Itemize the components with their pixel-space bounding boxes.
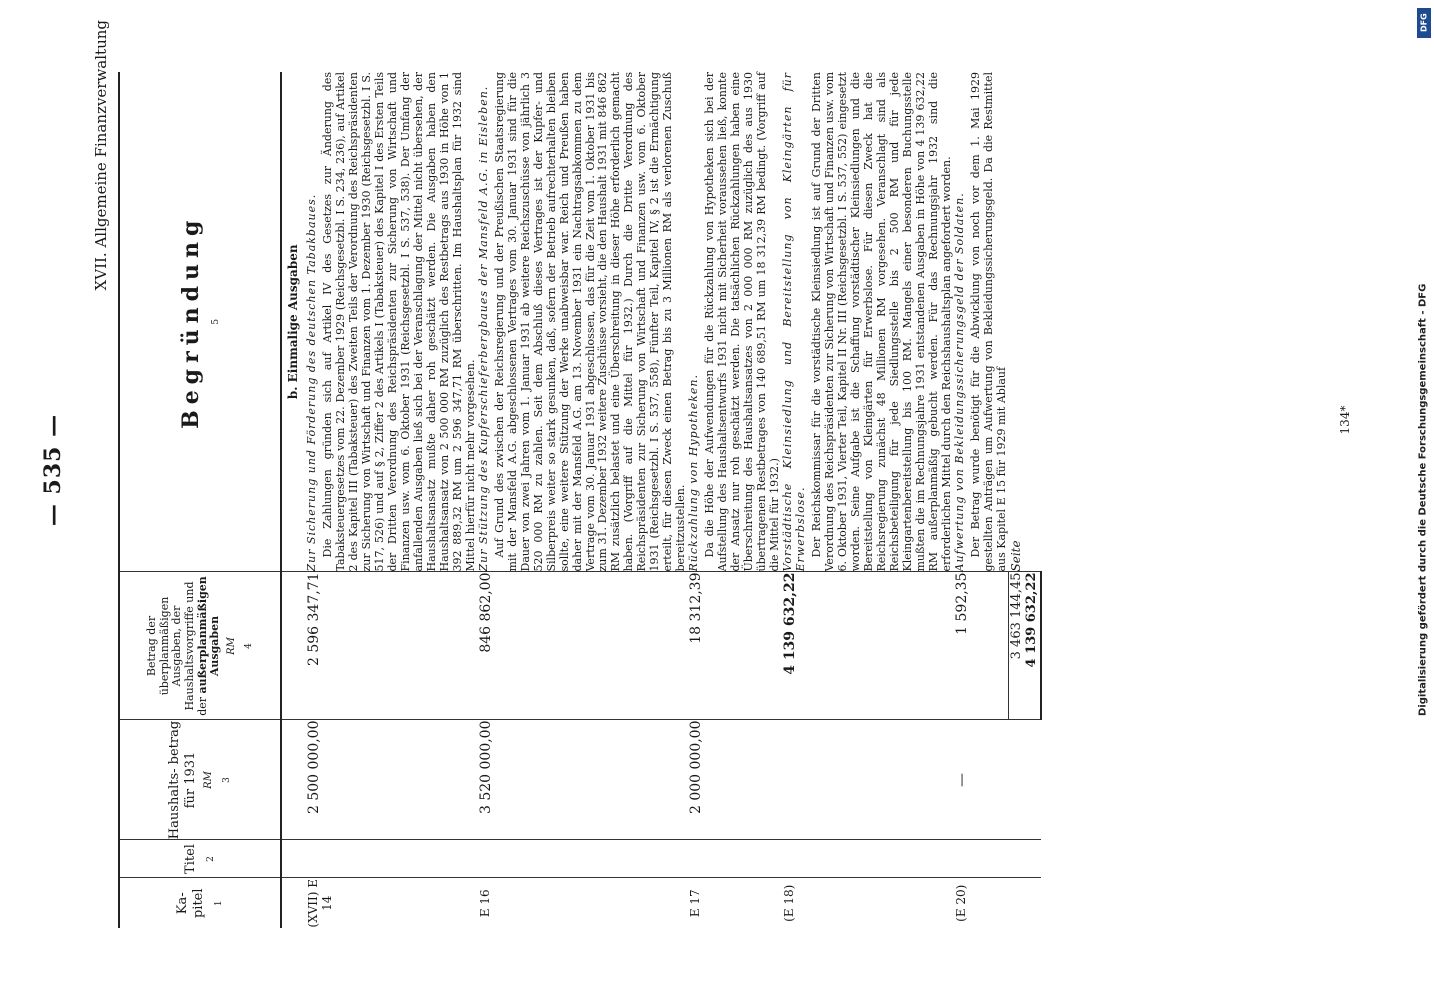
kapitel-cell: E 16	[477, 889, 492, 918]
betrag-cell: 2 596 347,71	[306, 572, 478, 720]
haushalt-cell: 2 000 000,00	[688, 720, 782, 840]
header-betrag: Betrag der überplanmäßigen Ausgaben, der Haushaltsvorgriffe und der außerplanmäßigen Ausgaben RM 4	[119, 572, 281, 720]
row-text: Der Reichskommissar für die vorstädtische Kleinsiedlung ist auf Grund der Dritten Verordnung des Reichspräsidenten zur Sicherung von Wirtschaft und Finanzen usw. vom 6. Oktober 1931, Vierter Teil, Kapitel II Nr. III (Reichsgesetzbl. I S. 537, 552) eingesetzt worden. Seine Aufgabe ist die Schaffung vorstädtischer Kleinsiedlungen und die Bereitstellung von Kleingärten für Erwerbslose. Für diesen Zweck hat die Reichsregierung zunächst 48 Millionen RM vorgesehen. Veranschlagt sind als Reichsbeteiligung für jede Siedlungsstelle bis 2 500 RM und für jede Kleingartenbereitstellung bis 100 RM. Mangels einer besonderen Buchungsstelle mußten die im Rechnungsjahre 1931 entstandenen Ausgaben in Höhe von 4 139 632,22 RM außerplanmäßig gebucht werden. Für das Rechnungsjahr 1932 sind die erforderlichen Mittel durch den Reichshaushaltsplan angefordert worden.	[809, 72, 953, 572]
kapitel-cell: (E 20)	[953, 884, 968, 922]
header-titel: Titel 2	[119, 840, 281, 878]
page-number: — 535 —	[40, 413, 66, 527]
row-heading: Rückzahlung von Hypotheken.	[687, 373, 701, 572]
begruendung-cell	[954, 72, 1009, 572]
kapitel-cell: (E 18)	[782, 884, 797, 922]
row-heading: Aufwertung von Bekleidungssicherungsgeld der Soldaten.	[952, 192, 966, 572]
haushalt-cell: —	[954, 720, 1009, 840]
budget-table	[118, 72, 1042, 928]
header-haushaltsbetrag: Haushalts- betrag für 1931 RM 3	[119, 720, 281, 840]
haushalt-cell: 3 520 000,00	[478, 720, 689, 840]
table-header-row	[119, 72, 281, 928]
row-text: Der Betrag wurde benötigt für die Abwicklung von noch vor dem 1. Mai 1929 gestellten Anträgen um Aufwertung von Bekleidungssicherungsgeld. Da die Restmittel aus Kapitel E 15 für 1929 mit Ablauf	[968, 72, 1008, 572]
betrag-cell: 846 862,00	[478, 572, 689, 720]
begruendung-cell	[782, 72, 954, 572]
total-sum-2: 4 139 632,22	[1024, 572, 1040, 668]
betrag-cell: 18 312,39	[688, 572, 782, 720]
table-row	[688, 72, 782, 928]
totals-cell	[1009, 572, 1041, 720]
row-heading: Vorstädtische Kleinsiedlung und Bereitstellung von Kleingärten für Erwerbslose.	[781, 72, 807, 572]
seite-label: Seite	[1009, 72, 1041, 572]
row-text: Auf Grund des zwischen der Reichsregierung und der Preußischen Staatsregierung mit der Mansfeld A.G. abgeschlossenen Vertrages vom 30. Januar 1931 sind für die Dauer von zwei Jahren vom 1. Januar 1931 ab weitere Reichszuschüsse von jährlich 3 520 000 RM zu zahlen. Seit dem Abschluß dieses Vertrages ist der Kupfer- und Silberpreis weiter so stark gesunken, daß, sofern der Betrieb aufrechterhalten bleiben sollte, eine weitere Stützung der Werke unabweisbar war. Reich und Preußen haben daher mit der Mansfeld A.G. am 13. November 1931 ein Nachtragsabkommen zu dem Vertrage vom 30. Januar 1931 abgeschlossen, das für die Zeit vom 1. Oktober 1931 bis zum 31. Dezember 1932 weitere Zuschüsse vorsieht, die den Haushalt 1931 mit 846 862 RM zusätzlich belastet und eine Überschreitung in dieser Höhe erforderlich gemacht haben. (Vorgriff auf die Mittel für 1932.) Durch die Dritte Verordnung des Reichspräsidenten zur Sicherung von Wirtschaft und Finanzen usw. vom 6. Oktober 1931 (Reichsgesetzbl. I S. 537, 558), Fünfter Teil, Kapitel IV, § 2 ist die Ermächtigung erteilt, für diesen Zweck einen Betrag bis zu 3 Millionen RM als verlorenen Zuschuß bereitzustellen.	[492, 72, 688, 572]
kapitel-cell: E 17	[688, 889, 703, 918]
haushalt-cell: 2 500 000,00	[306, 720, 478, 840]
betrag-cell: 1 592,35	[954, 572, 1009, 720]
totals-row	[1009, 72, 1041, 928]
table-row	[782, 72, 954, 928]
row-text: Da die Höhe der Aufwendungen für die Rückzahlung von Hypotheken sich bei der Aufstellung des Haushaltsentwurfs 1931 nicht mit Sicherheit voraussehen ließ, konnte der Ansatz nur roh geschätzt werden. Die tatsächlichen Rückzahlungen haben eine Überschreitung des Haushaltsansatzes von 2 000 000 RM zuzüglich des aus 1930 übertragenen Restbetrages von 140 689,51 RM um 18 312,39 RM bedingt. (Vorgriff auf die Mittel für 1932.)	[703, 72, 782, 572]
row-heading: Zur Stützung des Kupferschieferbergbaues der Mansfeld A.G. in Eisleben.	[476, 85, 490, 572]
table-row	[954, 72, 1009, 928]
footer-page-number: 134*	[1338, 405, 1352, 435]
betrag-cell: 4 139 632,22	[782, 572, 954, 720]
section-title: b. Einmalige Ausgaben	[286, 244, 300, 400]
kapitel-cell: (XVII) E 14	[306, 878, 335, 928]
begruendung-cell	[306, 72, 478, 572]
table-row	[306, 72, 478, 928]
header-kapitel: Ka- pitel 1	[119, 878, 281, 928]
section-row	[281, 72, 306, 928]
table-row	[478, 72, 689, 928]
row-text: Die Zahlungen gründen sich auf Artikel IV des Gesetzes zur Änderung des Tabaksteuergesetzes vom 22. Dezember 1929 (Reichsgesetzbl. I S. 234, 236), auf Artikel 2 des Kapitel III (Tabaksteuer) des Zweiten Teils der Verordnung des Reichspräsidenten zur Sicherung von Wirtschaft und Finanzen vom 1. Dezember 1930 (Reichsgesetzbl. I S. 517, 526) und auf § 2, Ziffer 2 des Artikels I (Tabaksteuer) des Kapitel I des Ersten Teils der Dritten Verordnung des Reichspräsidenten zur Sicherung von Wirtschaft und Finanzen usw. vom 6. Oktober 1931 (Reichsgesetzbl. I S. 537, 538). Der Umfang der anfallenden Ausgaben ließ sich bei der Veranschlagung der Mittel nicht übersehen, der Haushaltsansatz mußte daher roh geschätzt werden. Die Ausgaben haben den Haushaltsansatz von 2 500 000 RM zuzüglich des Restbetrags aus 1930 in Höhe von 1 392 889,32 RM um 2 596 347,71 RM überschritten. Im Haushaltsplan für 1932 sind Mittel hierfür nicht mehr vorgesehen.	[321, 72, 477, 572]
begruendung-cell	[478, 72, 689, 572]
dfg-logo: DFG	[1417, 8, 1431, 38]
begruendung-cell	[688, 72, 782, 572]
total-sum-1: 3 463 144,45	[1009, 572, 1024, 660]
row-heading: Zur Sicherung und Förderung des deutschen Tabakbaues.	[305, 193, 319, 572]
haushalt-cell	[782, 720, 954, 840]
digitization-watermark: Digitalisierung gefördert durch die Deutsche Forschungsgemeinschaft - DFG	[1417, 283, 1429, 717]
page-title: XVII. Allgemeine Finanzverwaltung	[92, 20, 110, 291]
header-begruendung: Begründung 5	[119, 72, 281, 572]
